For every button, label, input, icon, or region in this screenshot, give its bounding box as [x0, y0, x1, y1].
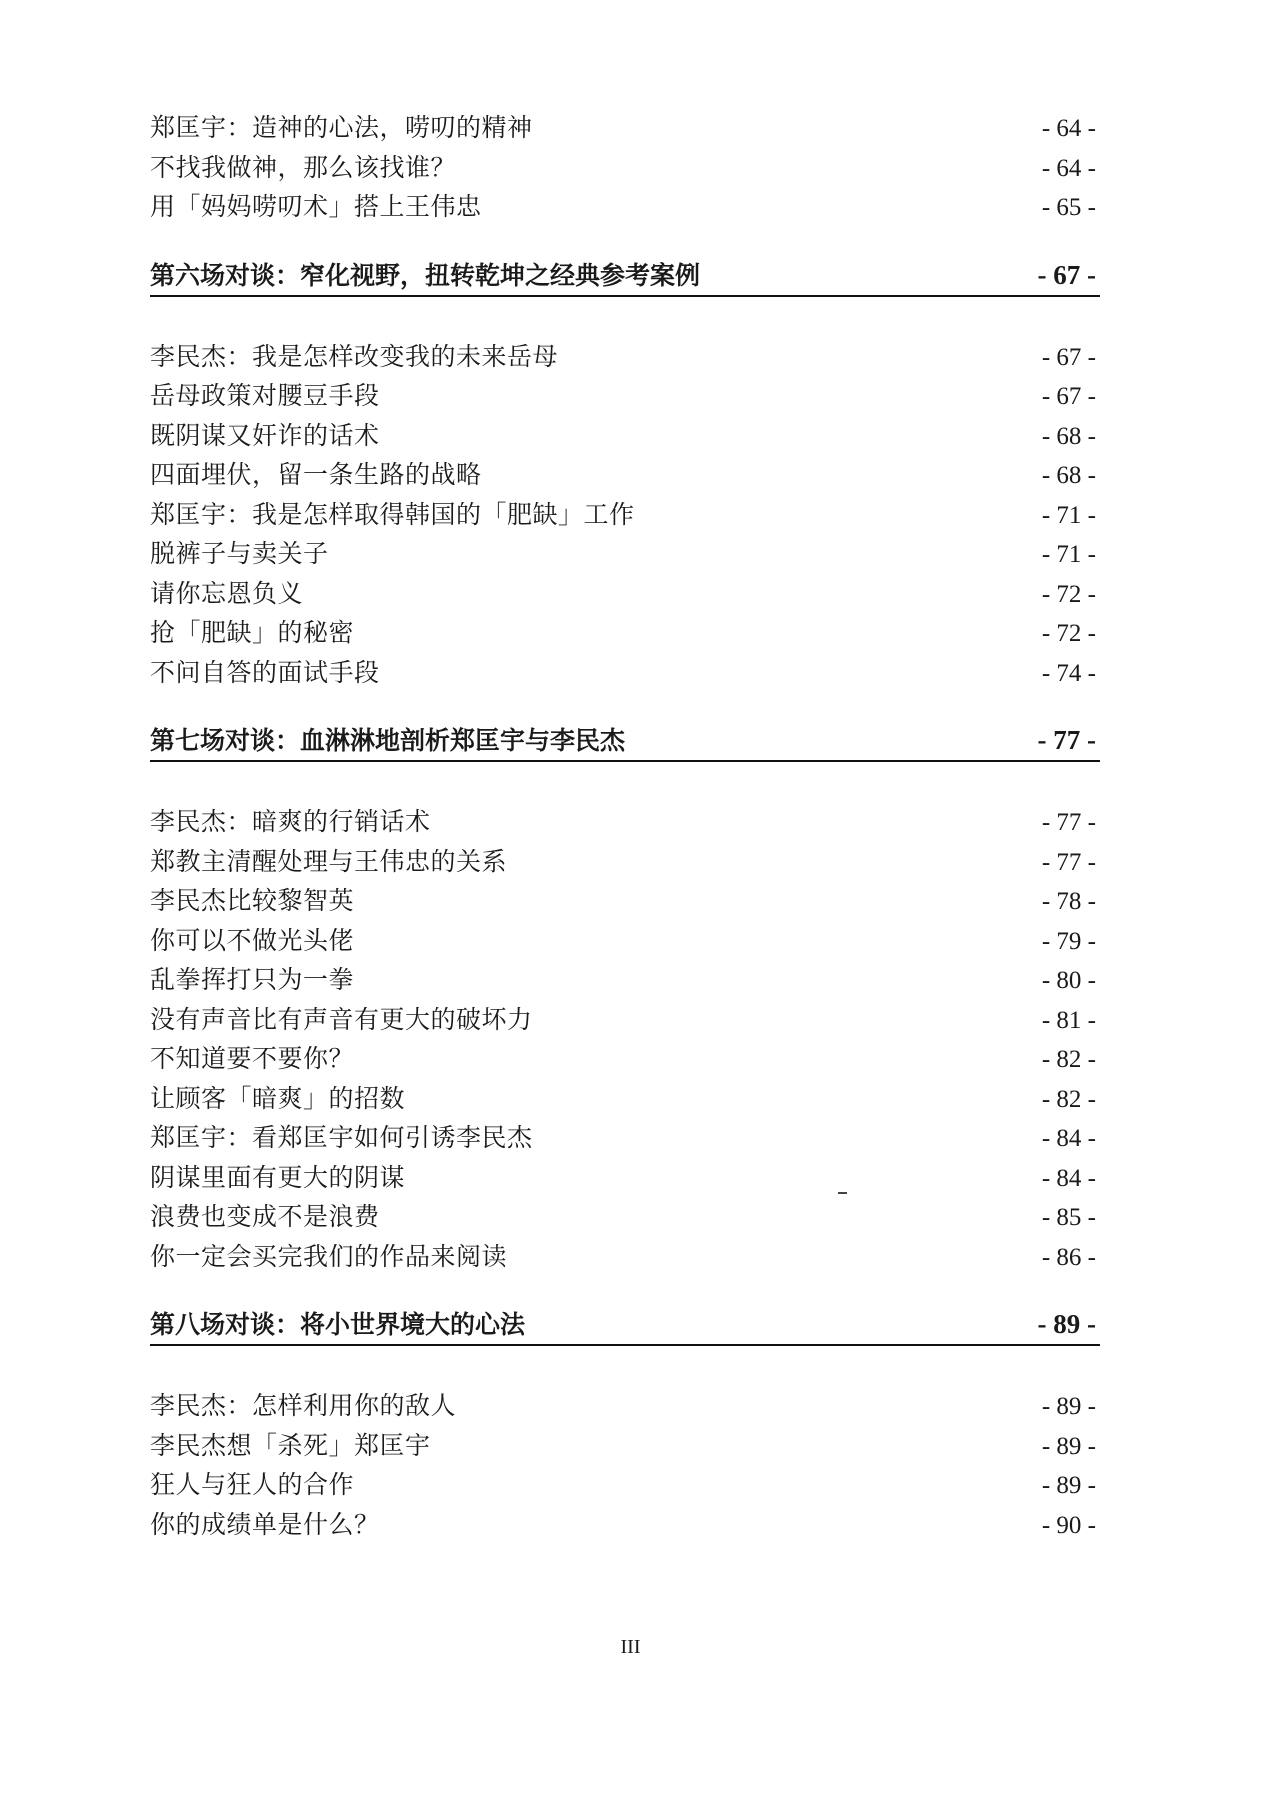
- toc-entry-page: - 64 -: [1041, 154, 1096, 182]
- toc-entry: [150, 574, 1100, 614]
- toc-entry-title: 浪费也变成不是浪费: [150, 1202, 380, 1231]
- toc-entry-title: 岳母政策对腰豆手段: [150, 381, 380, 410]
- toc-entry: [150, 1465, 1100, 1505]
- toc-entry-title: 四面埋伏，留一条生路的战略: [150, 460, 482, 489]
- toc-section: [150, 255, 1100, 693]
- toc-entry: [150, 842, 1100, 882]
- toc-entry-page: - 89 -: [1041, 1472, 1096, 1499]
- toc-entry-page: - 89 -: [1041, 1432, 1096, 1460]
- toc-entry-page: - 72 -: [1041, 620, 1096, 647]
- toc-entry: [150, 1237, 1100, 1277]
- toc-entry-page: - 80 -: [1041, 967, 1096, 994]
- toc-entry-page: - 84 -: [1041, 1164, 1096, 1192]
- toc-section: [150, 1304, 1100, 1544]
- toc-section: [150, 108, 1100, 227]
- toc-entry-title: 李民杰：暗爽的行销话术: [150, 807, 431, 836]
- toc-entry-title: 阴谋里面有更大的阴谋: [150, 1162, 406, 1192]
- toc-entry-title: 既阴谋又奸诈的话术: [150, 420, 380, 450]
- toc-entry-title: 郑匡宇：看郑匡宇如何引诱李民杰: [150, 1123, 533, 1152]
- section-heading-title: 第六场对谈：窄化视野，扭转乾坤之经典参考案例: [150, 260, 701, 290]
- toc-entry-page: - 64 -: [1041, 115, 1096, 142]
- toc-entry: [150, 495, 1100, 535]
- toc-entry: [150, 1000, 1100, 1040]
- toc-entry: [150, 187, 1100, 227]
- toc-entry-page: - 81 -: [1041, 1006, 1096, 1034]
- toc-entry: [150, 534, 1100, 574]
- toc-entry-title: 郑匡宇：造神的心法，唠叨的精神: [150, 113, 533, 142]
- toc-entry: [150, 148, 1100, 188]
- toc-entry-page: - 71 -: [1041, 501, 1096, 529]
- section-heading: [150, 255, 1100, 297]
- toc-entry: [150, 337, 1100, 377]
- toc-entry-title: 乱拳挥打只为一拳: [150, 965, 355, 994]
- toc-entry-page: - 89 -: [1041, 1393, 1096, 1420]
- toc-entry-title: 李民杰：怎样利用你的敌人: [150, 1391, 457, 1420]
- toc-entry-page: - 82 -: [1041, 1085, 1096, 1113]
- toc-entry-page: - 85 -: [1041, 1204, 1096, 1231]
- section-heading-page: - 67 -: [1037, 259, 1096, 290]
- toc-entry-page: - 84 -: [1041, 1125, 1096, 1152]
- toc-entry-page: - 65 -: [1041, 194, 1096, 221]
- section-heading-title: 第七场对谈：血淋淋地剖析郑匡宇与李民杰: [150, 726, 626, 755]
- toc-entry-title: 你一定会买完我们的作品来阅读: [150, 1241, 508, 1271]
- toc-entry-title: 脱裤子与卖关子: [150, 539, 329, 568]
- toc-entry-title: 不找我做神，那么该找谁？: [150, 152, 457, 182]
- toc-entry-page: - 67 -: [1041, 383, 1096, 410]
- toc-entry: [150, 1386, 1100, 1426]
- toc-entry-title: 不问自答的面试手段: [150, 657, 380, 687]
- toc-entry: [150, 1426, 1100, 1466]
- toc-entry-page: - 68 -: [1041, 422, 1096, 450]
- toc-entry-page: - 82 -: [1041, 1046, 1096, 1073]
- toc-entry-page: - 86 -: [1041, 1243, 1096, 1271]
- toc-entry-page: - 79 -: [1041, 927, 1096, 955]
- section-heading: [150, 1304, 1100, 1346]
- toc-entry-page: - 77 -: [1041, 848, 1096, 876]
- toc-entry-page: - 68 -: [1041, 462, 1096, 489]
- table-of-contents: [150, 108, 1100, 1544]
- toc-entry-page: - 72 -: [1041, 580, 1096, 608]
- section-heading-page: - 77 -: [1037, 725, 1096, 755]
- toc-entry: [150, 1197, 1100, 1237]
- section-heading-page: - 89 -: [1037, 1309, 1096, 1339]
- toc-section: [150, 720, 1100, 1276]
- toc-entry: [150, 1118, 1100, 1158]
- toc-entry-page: - 90 -: [1041, 1511, 1096, 1539]
- toc-entry: [150, 1505, 1100, 1545]
- stray-mark: [838, 1192, 847, 1194]
- toc-entry: [150, 376, 1100, 416]
- toc-entry: [150, 653, 1100, 693]
- page-number: III: [620, 1636, 641, 1658]
- toc-entry-title: 李民杰：我是怎样改变我的未来岳母: [150, 341, 559, 371]
- toc-entry-title: 狂人与狂人的合作: [150, 1470, 355, 1499]
- toc-entry: [150, 960, 1100, 1000]
- toc-entry: [150, 108, 1100, 148]
- toc-entry-title: 郑教主清醒处理与王伟忠的关系: [150, 846, 508, 876]
- toc-entry-title: 抢「肥缺」的秘密: [150, 618, 355, 647]
- toc-entry-title: 不知道要不要你？: [150, 1044, 355, 1073]
- toc-entry: [150, 881, 1100, 921]
- toc-entry: [150, 613, 1100, 653]
- toc-entry-title: 你的成绩单是什么？: [150, 1509, 380, 1539]
- toc-entry-title: 用「妈妈唠叨术」搭上王伟忠: [150, 192, 482, 221]
- toc-entry-title: 请你忘恩负义: [150, 578, 304, 608]
- toc-entry-page: - 67 -: [1041, 343, 1096, 371]
- toc-entry-page: - 77 -: [1041, 809, 1096, 836]
- toc-entry-page: - 78 -: [1041, 888, 1096, 915]
- toc-entry-title: 让顾客「暗爽」的招数: [150, 1083, 406, 1113]
- toc-entry-title: 郑匡宇：我是怎样取得韩国的「肥缺」工作: [150, 499, 635, 529]
- toc-entry: [150, 1158, 1100, 1198]
- toc-entry-title: 李民杰想「杀死」郑匡宇: [150, 1430, 431, 1460]
- section-heading: [150, 720, 1100, 762]
- toc-entry: [150, 416, 1100, 456]
- toc-entry: [150, 1079, 1100, 1119]
- toc-entry-title: 李民杰比较黎智英: [150, 886, 355, 915]
- toc-entry: [150, 455, 1100, 495]
- section-heading-title: 第八场对谈：将小世界境大的心法: [150, 1310, 526, 1339]
- toc-entry-title: 没有声音比有声音有更大的破坏力: [150, 1004, 533, 1034]
- toc-entry: [150, 1039, 1100, 1079]
- toc-entry-page: - 74 -: [1041, 659, 1096, 687]
- toc-entry: [150, 802, 1100, 842]
- toc-entry: [150, 921, 1100, 961]
- toc-entry-page: - 71 -: [1041, 541, 1096, 568]
- toc-entry-title: 你可以不做光头佬: [150, 925, 355, 955]
